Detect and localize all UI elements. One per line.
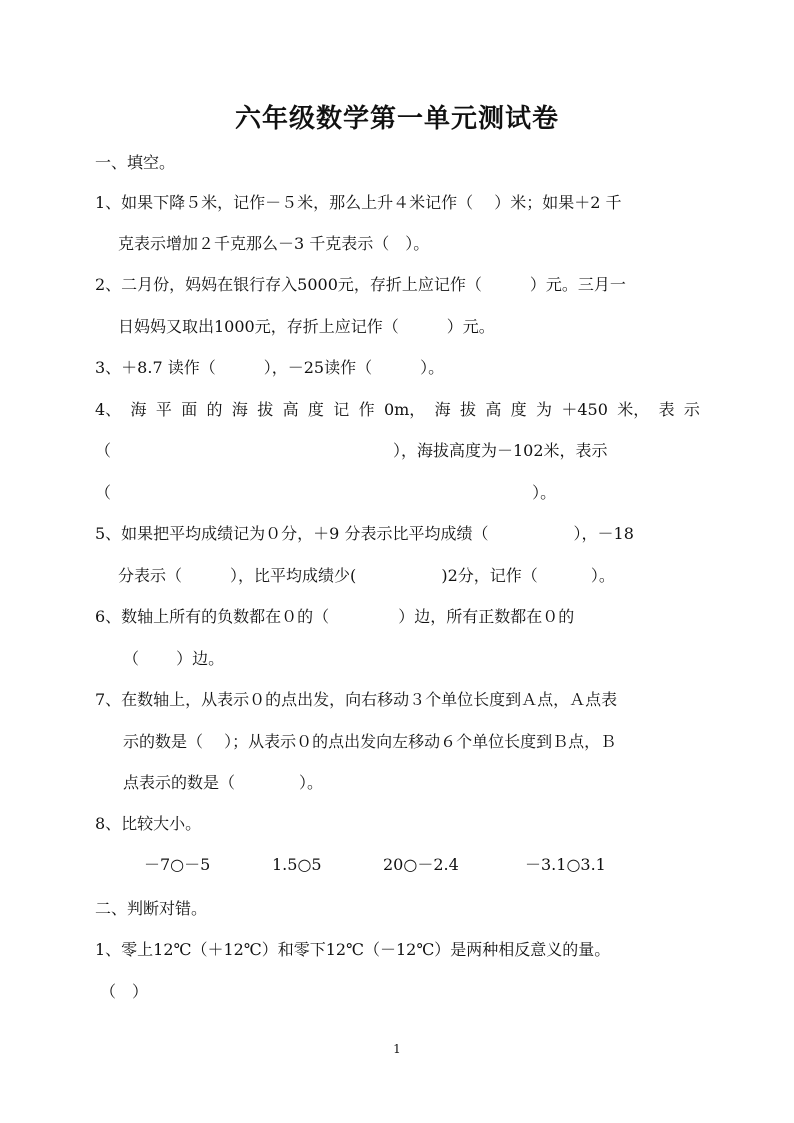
q4-text-segment: 拔 bbox=[459, 400, 476, 419]
q4-text-segment: 米， bbox=[617, 400, 650, 419]
question-5-line-1: 5、如果把平均成绩记为０分，＋9 分表示比平均成绩（ ），－18 bbox=[95, 524, 634, 543]
question-2-line-1: 2、二月份，妈妈在银行存入5000元，存折上应记作（ ）元。三月一 bbox=[95, 275, 626, 294]
q4-text-segment: 海 bbox=[130, 400, 147, 419]
question-3: 3、＋8.7 读作（ ），－25读作（ ）。 bbox=[95, 358, 445, 377]
question-4-line-2-open: （ bbox=[95, 441, 112, 460]
q4-text-segment: 表 bbox=[658, 400, 675, 419]
question-5-line-2: 分表示（ ），比平均成绩少( )2分，记作（ ）。 bbox=[118, 566, 615, 585]
question-6-line-2: （ ）边。 bbox=[123, 649, 225, 668]
compare-item: 1.5○5 bbox=[272, 855, 322, 874]
q4-text-segment: 的 bbox=[206, 400, 223, 419]
question-4-line-1 bbox=[95, 399, 700, 421]
question-2-line-2: 日妈妈又取出1000元，存折上应记作（ ）元。 bbox=[118, 317, 495, 336]
question-7-line-1: 7、在数轴上，从表示０的点出发，向右移动３个单位长度到Ａ点，Ａ点表 bbox=[95, 690, 618, 709]
question-1-line-1: 1、如果下降５米，记作－５米，那么上升４米记作（ ）米；如果＋2 千 bbox=[95, 193, 622, 212]
question-1-line-2: 克表示增加２千克那么－3 千克表示（ ）。 bbox=[118, 234, 430, 253]
question-4-line-3: （ ）。 bbox=[95, 483, 557, 502]
judge-1-line-1: 1、零上12℃（＋12℃）和零下12℃（－12℃）是两种相反意义的量。 bbox=[95, 940, 611, 959]
q4-text-segment: 作 bbox=[358, 400, 375, 419]
question-4-line-2-rest: ），海拔高度为－102米，表示 bbox=[393, 441, 608, 460]
judge-1-line-2: （ ） bbox=[100, 982, 149, 1001]
question-6-line-1: 6、数轴上所有的负数都在０的（ ）边，所有正数都在０的 bbox=[95, 607, 575, 626]
q4-text-segment: 度 bbox=[307, 400, 324, 419]
compare-item: －7○－5 bbox=[144, 855, 211, 874]
q4-text-segment: 0m， bbox=[383, 400, 426, 419]
compare-item: －3.1○3.1 bbox=[525, 855, 606, 874]
page-title: 六年级数学第一单元测试卷 bbox=[234, 104, 559, 134]
question-7-line-3: 点表示的数是（ ）。 bbox=[123, 773, 324, 792]
q4-text-segment: 高 bbox=[282, 400, 299, 419]
q4-text-segment: 为 bbox=[536, 400, 553, 419]
section-heading-fill-blank: 一、填空。 bbox=[95, 153, 176, 172]
q4-text-segment: 面 bbox=[181, 400, 198, 419]
q4-text-segment: 示 bbox=[683, 400, 700, 419]
q4-text-segment: 拔 bbox=[257, 400, 274, 419]
q4-text-segment: 高 bbox=[485, 400, 502, 419]
q4-text-segment: 海 bbox=[434, 400, 451, 419]
q4-text-segment: 海 bbox=[231, 400, 248, 419]
page-number: 1 bbox=[393, 1042, 401, 1056]
q4-text-segment: ＋450 bbox=[561, 400, 608, 419]
question-8: 8、比较大小。 bbox=[95, 814, 202, 833]
question-7-line-2: 示的数是（ ）；从表示０的点出发向左移动６个单位长度到Ｂ点，Ｂ bbox=[123, 732, 617, 751]
section-heading-true-false: 二、判断对错。 bbox=[95, 899, 208, 918]
q4-text-segment: 记 bbox=[333, 400, 350, 419]
q4-text-segment: 平 bbox=[155, 400, 172, 419]
q4-text-segment: 度 bbox=[510, 400, 527, 419]
q4-text-segment: 4、 bbox=[95, 400, 122, 419]
compare-item: 20○－2.4 bbox=[383, 855, 459, 874]
